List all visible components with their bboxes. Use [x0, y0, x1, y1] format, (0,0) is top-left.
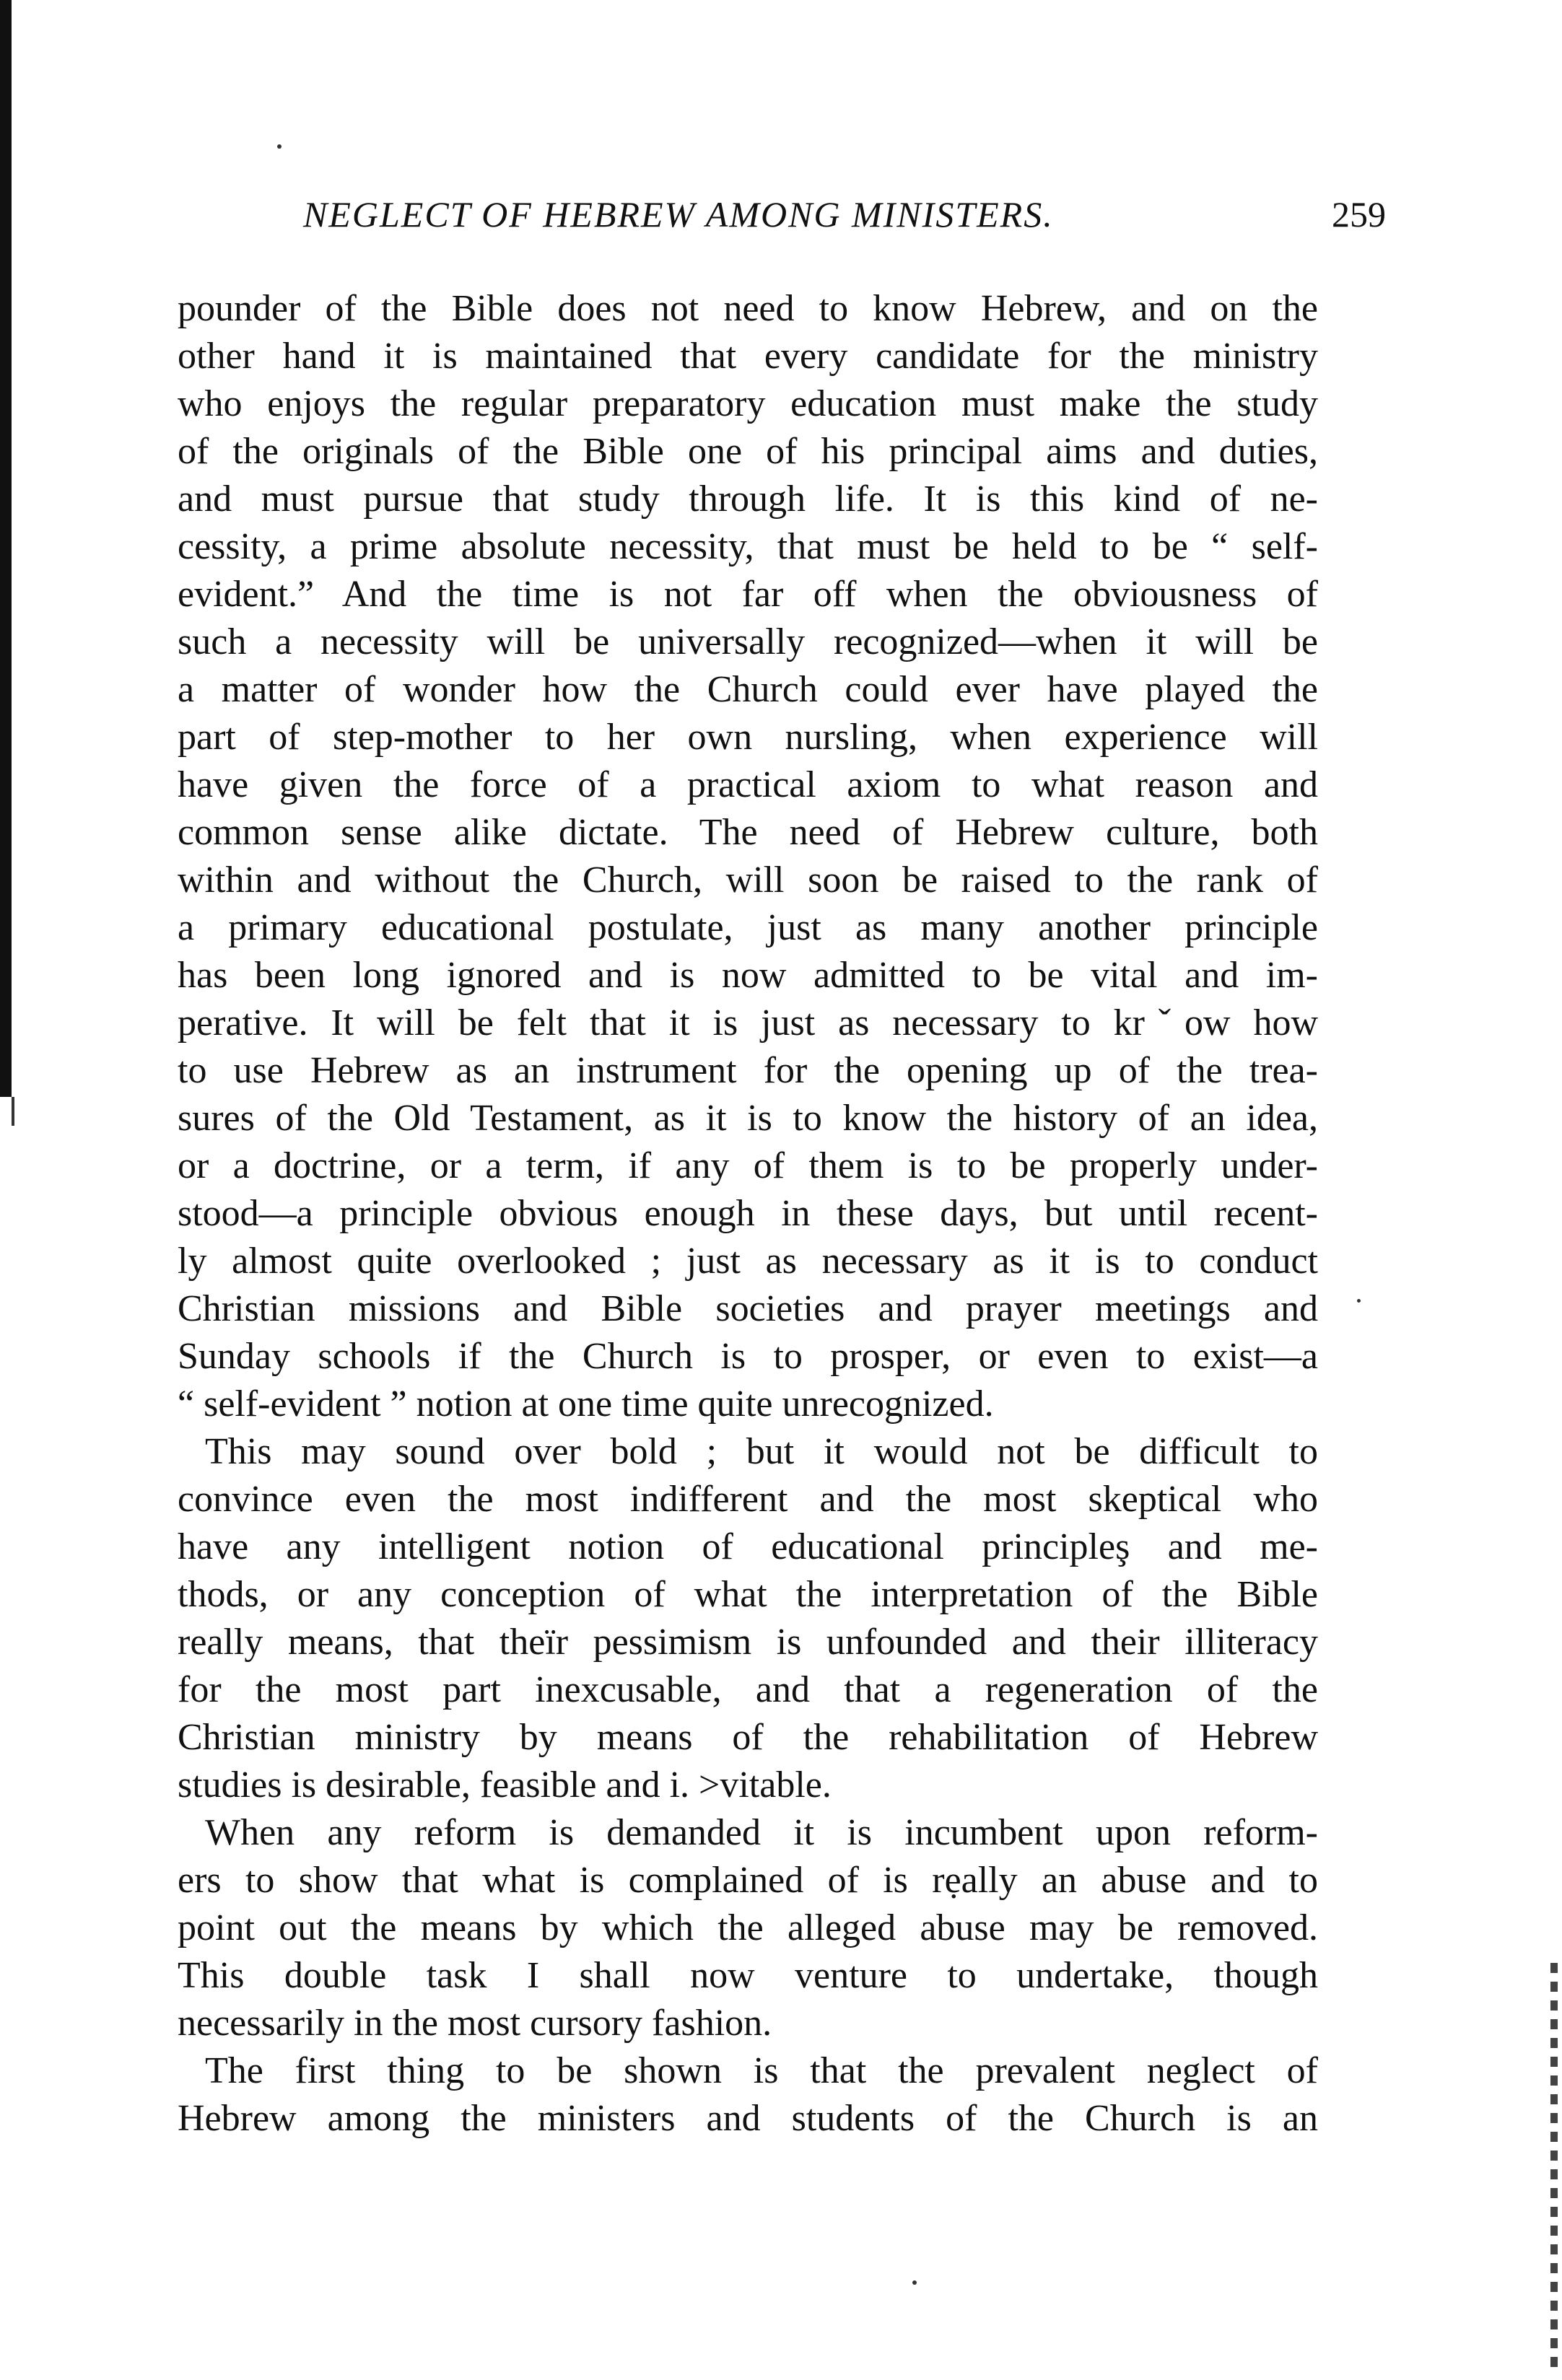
text-line: Christian missions and Bible societies and prayer meetings and — [178, 1288, 1318, 1329]
text-line: part of step-mother to her own nursling, when experience will — [178, 717, 1318, 758]
text-line: “ self-evident ” notion at one time quite unrecognized. — [178, 1383, 994, 1425]
text-line: who enjoys the regular preparatory education must make the study — [178, 383, 1318, 424]
text-line: Hebrew among the ministers and students of the Church is an — [178, 2098, 1318, 2139]
text-line: common sense alike dictate. The need of Hebrew culture, both — [178, 812, 1318, 853]
page-number: 259 — [1332, 194, 1386, 235]
text-line: and must pursue that study through life. It is this kind of ne- — [178, 478, 1318, 520]
binding-edge — [0, 0, 12, 1097]
text-line: a primary educational postulate, just as many another principle — [178, 907, 1318, 948]
text-line: ly almost quite overlooked ; just as necessary as it is to conduct — [178, 1241, 1318, 1282]
text-line: perative. It will be felt that it is just as necessary to krˇow how — [178, 1002, 1318, 1044]
page-edge-marks — [1550, 1963, 1558, 2367]
text-line: really means, that theïr pessimism is unfounded and their illiteracy — [178, 1622, 1318, 1663]
text-line: pounder of the Bible does not need to know Hebrew, and on the — [178, 288, 1318, 329]
text-line: for the most part inexcusable, and that a regeneration of the — [178, 1669, 1318, 1710]
text-line: sures of the Old Testament, as it is to know the history of an idea, — [178, 1098, 1318, 1139]
text-line: within and without the Church, will soon be raised to the rank of — [178, 859, 1318, 901]
text-line: When any reform is demanded it is incumbent upon reform- — [205, 1812, 1318, 1853]
print-speck — [1357, 1299, 1361, 1303]
text-line: Christian ministry by means of the rehabilitation of Hebrew — [178, 1717, 1318, 1758]
text-line: The first thing to be shown is that the prevalent neglect of — [205, 2050, 1318, 2091]
body-text — [178, 285, 1318, 2143]
text-line: cessity, a prime absolute necessity, that must be held to be “ self- — [178, 526, 1318, 567]
running-head — [303, 193, 1386, 251]
text-line: of the originals of the Bible one of his principal aims and duties, — [178, 431, 1318, 472]
text-line: This may sound over bold ; but it would not be difficult to — [205, 1431, 1318, 1472]
text-line: other hand it is maintained that every candidate for the ministry — [178, 336, 1318, 377]
text-line: a matter of wonder how the Church could ever have played the — [178, 669, 1318, 710]
print-speck — [277, 144, 282, 149]
text-line: evident.” And the time is not far off when the obviousness of — [178, 574, 1318, 615]
text-line: stood—a principle obvious enough in these days, but until recent- — [178, 1193, 1318, 1234]
text-line: point out the means by which the alleged abuse may be removed. — [178, 1907, 1318, 1948]
text-line: to use Hebrew as an instrument for the opening up of the trea- — [178, 1050, 1318, 1091]
text-line: convince even the most indifferent and the most skeptical who — [178, 1479, 1318, 1520]
print-speck — [912, 2280, 917, 2285]
text-line: This double task I shall now venture to undertake, though — [178, 1955, 1318, 1996]
text-line: studies is desirable, feasible and i. ˃vitable. — [178, 1764, 832, 1806]
text-line: or a doctrine, or a term, if any of them is to be properly under- — [178, 1145, 1318, 1186]
text-line: have given the force of a practical axiom to what reason and — [178, 764, 1318, 805]
text-line: necessarily in the most cursory fashion. — [178, 2003, 772, 2044]
text-line: have any intelligent notion of educational principleş and me- — [178, 1526, 1318, 1567]
text-line: has been long ignored and is now admitted to be vital and im- — [178, 955, 1318, 996]
text-line: ers to show that what is complained of is rẹally an abuse and to — [178, 1860, 1318, 1901]
text-line: such a necessity will be universally recognized—when it will be — [178, 621, 1318, 662]
text-line: thods, or any conception of what the interpretation of the Bible — [178, 1574, 1318, 1615]
running-head-title: NEGLECT OF HEBREW AMONG MINISTERS. — [303, 194, 1054, 235]
text-line: Sunday schools if the Church is to prosper, or even to exist—a — [178, 1336, 1318, 1377]
binding-shadow — [12, 1097, 14, 1126]
